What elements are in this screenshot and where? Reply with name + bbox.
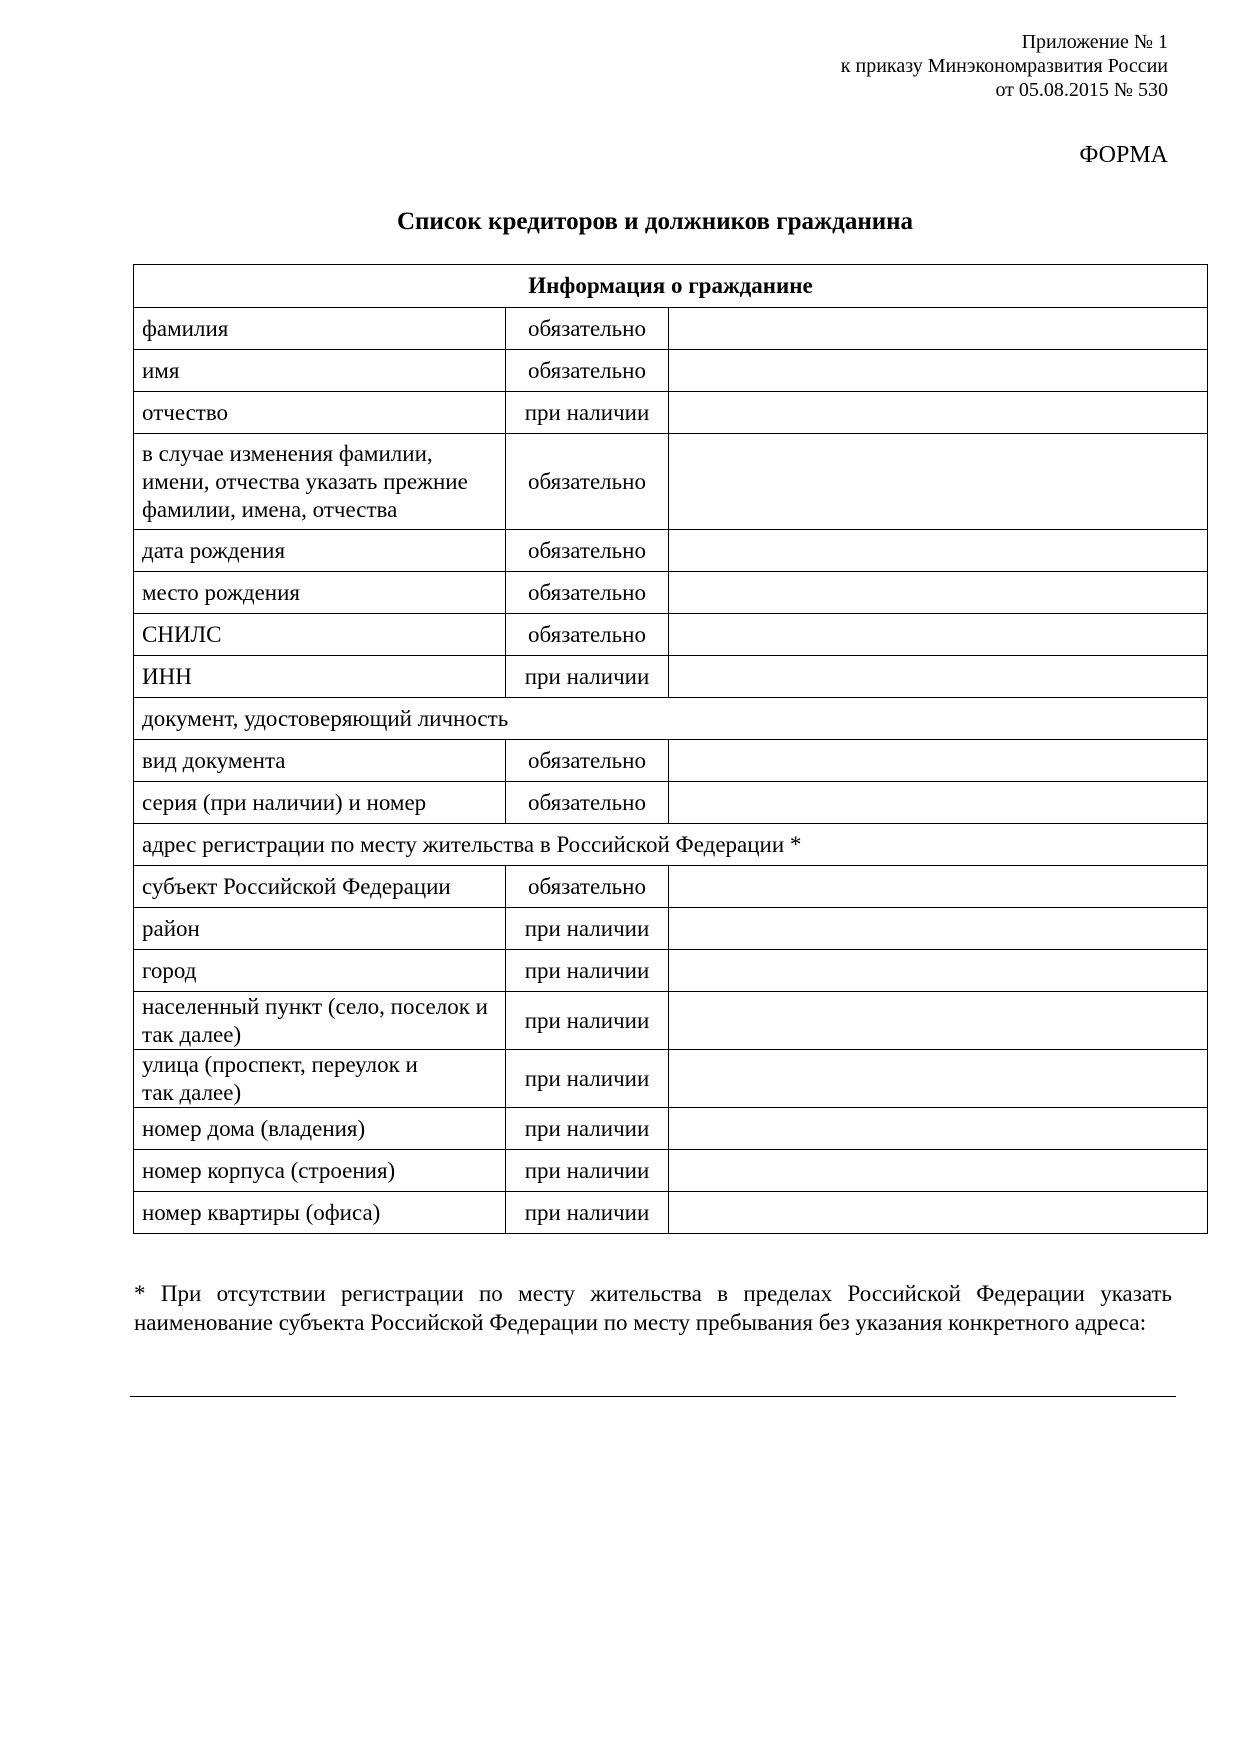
table-row <box>134 1192 1208 1234</box>
value-field-inn[interactable] <box>669 656 1208 698</box>
section-title: Информация о гражданине <box>134 265 1208 308</box>
row-status: обязательно <box>506 866 669 908</box>
table-row <box>134 614 1208 656</box>
table-row <box>134 530 1208 572</box>
row-label: дата рождения <box>134 530 506 572</box>
row-status: при наличии <box>506 992 669 1050</box>
section-row <box>134 698 1208 740</box>
table-row <box>134 572 1208 614</box>
row-status: при наличии <box>506 1108 669 1150</box>
row-label: номер дома (владения) <box>134 1108 506 1150</box>
row-status: обязательно <box>506 434 669 530</box>
table-row <box>134 656 1208 698</box>
value-field-document-number[interactable] <box>669 782 1208 824</box>
row-label: в случае изменения фамилии, имени, отчества указать прежние фамилии, имена, отчества <box>134 434 506 530</box>
value-field-building-number[interactable] <box>669 1150 1208 1192</box>
row-label: город <box>134 950 506 992</box>
row-label: имя <box>134 350 506 392</box>
value-field-previous-names[interactable] <box>669 434 1208 530</box>
forma-label: ФОРМА <box>1079 142 1168 168</box>
row-label: улица (проспект, переулок и так далее) <box>134 1050 506 1108</box>
citizen-info-table <box>133 264 1208 1234</box>
table-row <box>134 1108 1208 1150</box>
row-status: при наличии <box>506 656 669 698</box>
row-status: при наличии <box>506 392 669 434</box>
table-row <box>134 1050 1208 1108</box>
row-status: обязательно <box>506 614 669 656</box>
table-row <box>134 908 1208 950</box>
answer-line[interactable] <box>130 1396 1176 1397</box>
value-field-document-type[interactable] <box>669 740 1208 782</box>
row-status: обязательно <box>506 308 669 350</box>
row-status: обязательно <box>506 740 669 782</box>
value-field-last-name[interactable] <box>669 308 1208 350</box>
row-status: при наличии <box>506 908 669 950</box>
value-field-district[interactable] <box>669 908 1208 950</box>
table-row <box>134 740 1208 782</box>
row-status: при наличии <box>506 1050 669 1108</box>
table-row <box>134 1150 1208 1192</box>
section-row <box>134 824 1208 866</box>
table-row <box>134 950 1208 992</box>
order-reference: к приказу Минэкономразвития России <box>840 55 1168 77</box>
value-field-snils[interactable] <box>669 614 1208 656</box>
row-status: обязательно <box>506 572 669 614</box>
value-field-birth-date[interactable] <box>669 530 1208 572</box>
row-label: ИНН <box>134 656 506 698</box>
row-status: обязательно <box>506 530 669 572</box>
value-field-city[interactable] <box>669 950 1208 992</box>
appendix-number: Приложение № 1 <box>1021 31 1168 53</box>
row-status: обязательно <box>506 782 669 824</box>
address-section-title: адрес регистрации по месту жительства в Российской Федерации * <box>134 824 1208 866</box>
page-title: Список кредиторов и должников гражданина <box>396 208 914 235</box>
footnote: * При отсутствии регистрации по месту жительства в пределах Российской Федерации указать наименование субъекта Российской Федерации по месту пребывания без указания конкретного адреса: <box>134 1281 1172 1335</box>
value-field-house-number[interactable] <box>669 1108 1208 1150</box>
appendix-header <box>841 30 1168 102</box>
table-row <box>134 782 1208 824</box>
row-status: при наличии <box>506 1192 669 1234</box>
value-field-region[interactable] <box>669 866 1208 908</box>
table-row <box>134 434 1208 530</box>
row-label: СНИЛС <box>134 614 506 656</box>
row-status: обязательно <box>506 350 669 392</box>
value-field-apartment-number[interactable] <box>669 1192 1208 1234</box>
table-row <box>134 392 1208 434</box>
row-label: фамилия <box>134 308 506 350</box>
value-field-street[interactable] <box>669 1050 1208 1108</box>
row-label: населенный пункт (село, поселок и так далее) <box>134 992 506 1050</box>
table-row <box>134 992 1208 1050</box>
row-label: серия (при наличии) и номер <box>134 782 506 824</box>
value-field-settlement[interactable] <box>669 992 1208 1050</box>
value-field-first-name[interactable] <box>669 350 1208 392</box>
row-label: место рождения <box>134 572 506 614</box>
value-field-patronymic[interactable] <box>669 392 1208 434</box>
document-section-title: документ, удостоверяющий личность <box>134 698 1208 740</box>
row-label: отчество <box>134 392 506 434</box>
row-status: при наличии <box>506 1150 669 1192</box>
row-label: субъект Российской Федерации <box>134 866 506 908</box>
row-label: вид документа <box>134 740 506 782</box>
row-label: район <box>134 908 506 950</box>
table-row <box>134 308 1208 350</box>
table-row <box>134 866 1208 908</box>
row-label: номер корпуса (строения) <box>134 1150 506 1192</box>
order-date: от 05.08.2015 № 530 <box>995 79 1168 101</box>
row-status: при наличии <box>506 950 669 992</box>
table-row <box>134 350 1208 392</box>
value-field-birth-place[interactable] <box>669 572 1208 614</box>
row-label: номер квартиры (офиса) <box>134 1192 506 1234</box>
